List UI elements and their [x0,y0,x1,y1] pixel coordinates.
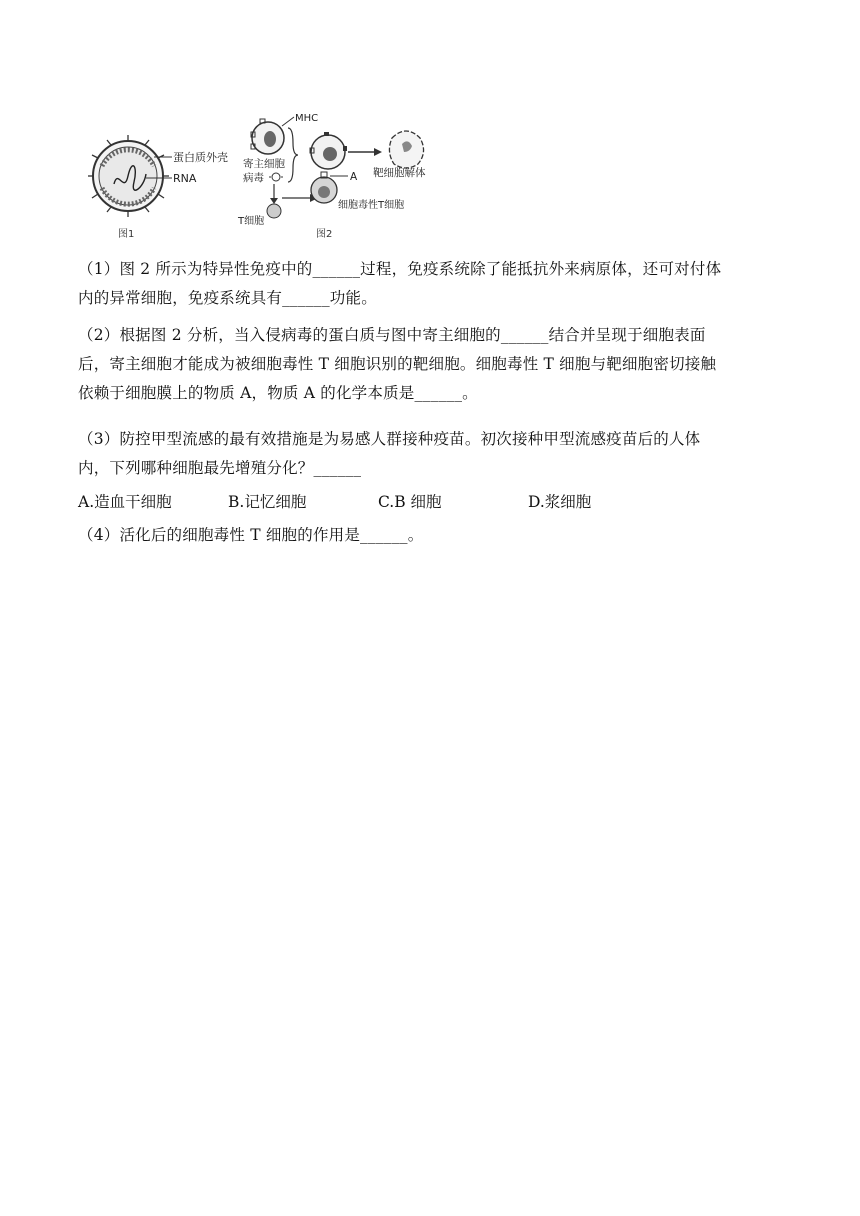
question-3-line-1: （3）防控甲型流感的最有效措施是为易感人群接种疫苗。初次接种甲型流感疫苗后的人体 [78,430,701,448]
question-1-line-2: 内的异常细胞，免疫系统具有______功能。 [78,289,377,307]
question-3 [78,425,790,483]
question-2-line-3: 依赖于细胞膜上的物质 A，物质 A 的化学本质是______。 [78,384,478,402]
fig2-label-a: A [350,171,358,183]
question-4-line-1: （4）活化后的细胞毒性 T 细胞的作用是______。 [78,526,424,544]
question-2-line-1: （2）根据图 2 分析，当入侵病毒的蛋白质与图中寄主细胞的______结合并呈现于细胞表面 [78,326,706,344]
fig2-process-diagram [237,113,426,240]
option-c: C.B 细胞 [378,493,442,511]
question-1 [78,255,790,313]
question-2-line-2: 后，寄主细胞才能成为被细胞毒性 T 细胞识别的靶细胞。细胞毒性 T 细胞与靶细胞密切接触 [78,355,717,373]
fig2-label-t-cell: T细胞 [238,216,265,227]
option-a: A.造血干细胞 [78,493,172,511]
fig2-label-mhc: MHC [295,113,319,124]
fig2-label-virus: 病毒 [243,172,264,184]
fig1-label-rna: RNA [173,172,197,185]
fig1-caption: 图1 [118,229,135,240]
option-b: B.记忆细胞 [228,493,307,511]
question-2 [78,321,790,408]
fig2-label-cytotoxic: 细胞毒性T细胞 [338,200,405,211]
fig2-label-host-cell: 寄主细胞 [243,158,285,170]
question-4 [78,521,790,550]
fig1-virus-diagram [88,135,228,240]
question-1-line-1: （1）图 2 所示为特异性免疫中的______过程，免疫系统除了能抵抗外来病原体，还可对付体 [78,260,722,278]
option-d: D.浆细胞 [528,493,592,511]
fig1-label-shell: 蛋白质外壳 [173,151,228,164]
fig2-label-target-lysis: 靶细胞解体 [373,167,426,179]
fig2-caption: 图2 [316,229,333,240]
question-3-line-2: 内，下列哪种细胞最先增殖分化？______ [78,459,362,477]
immune-figure [88,108,428,242]
